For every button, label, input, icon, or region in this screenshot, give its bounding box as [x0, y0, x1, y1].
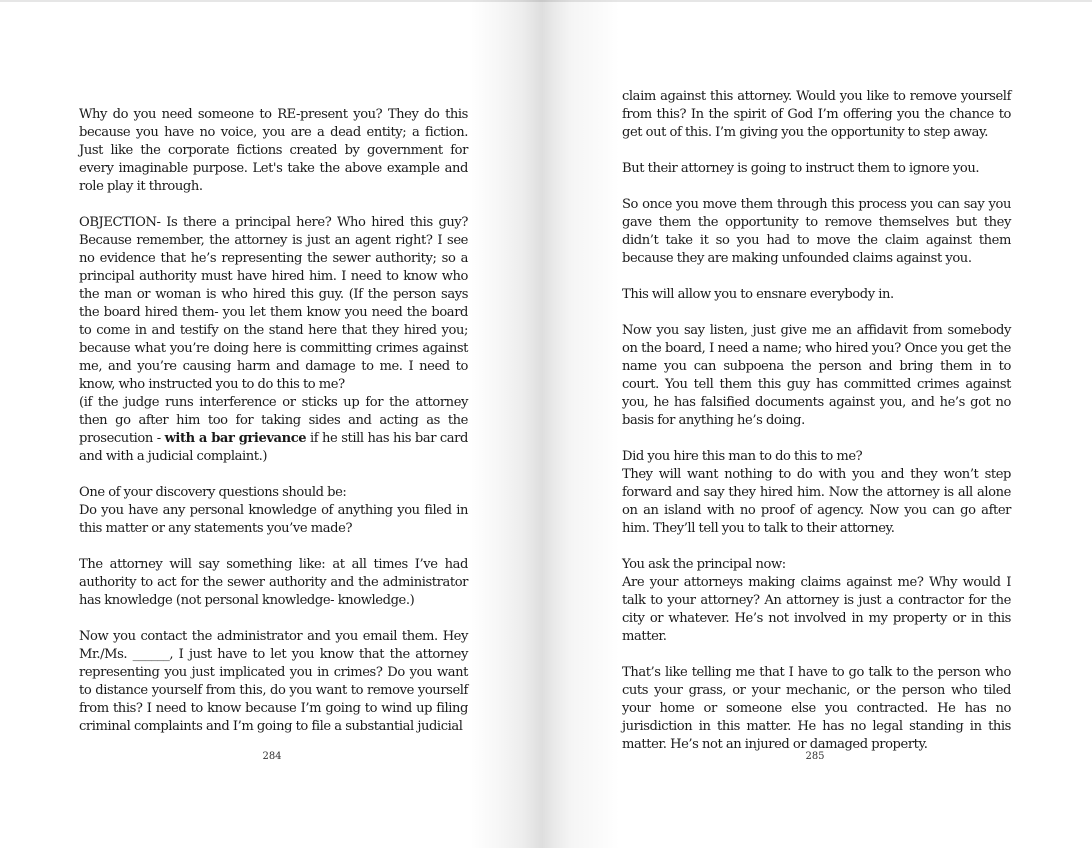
paragraph [79, 484, 468, 538]
paragraph-heading-line: One of your discovery questions should be: [79, 485, 347, 500]
paragraph: But their attorney is going to instruct them to ignore you. [622, 161, 980, 176]
paragraph-text: Are your attorneys making claims against me? Why would I talk to your attorney? An attorney is just a contractor for the city or whatever. He’s not involved in my property or in this matter. [622, 575, 1011, 644]
paragraph: claim against this attorney. Would you like to remove yourself from this? In the spirit of God I’m offering you the chance to get out of this. I’m giving you the opportunity to step away. [622, 89, 1011, 140]
paragraph: Why do you need someone to RE-present you? They do this because you have no voice, you are a dead entity; a fiction. Just like the corporate fictions created by government for every imaginable purpose. Let's take the above example and role play it through. [79, 107, 468, 194]
paragraph-text: if he still has his bar card and with a judicial complaint.) [79, 431, 468, 464]
paragraph-heading-line: You ask the principal now: [622, 557, 786, 572]
paragraph: So once you move them through this process you can say you gave them the opportunity to remove themselves but they didn’t take it so you had to move the claim against them because they are making unfounded claims against you. [622, 197, 1011, 266]
paragraph: Now you contact the administrator and you email them. Hey Mr./Ms. ______, I just have to let you know that the attorney representing you just implicated you in crimes? Do you want to distance yourself from this, do you want to remove yourself from this? I need to know because I’m going to wind up filing criminal complaints and I’m going to file a substantial judicial [79, 629, 468, 734]
paragraph [622, 556, 1011, 646]
paragraph: The attorney will say something like: at all times I’ve had authority to act for the sewer authority and the administrator has knowledge (not personal knowledge- knowledge.) [79, 557, 468, 608]
paragraph [622, 448, 1011, 538]
page-number: 285 [805, 751, 825, 762]
bold-phrase: with a bar grievance [164, 431, 307, 446]
paragraph-text: They will want nothing to do with you and they won’t step forward and say they hired him. Now the attorney is all alone on an island with no proof of agency. Now you can go after him. They’ll tell you to talk to their attorney. [622, 467, 1011, 536]
page-number: 284 [262, 751, 282, 762]
paragraph-text: Do you have any personal knowledge of anything you filed in this matter or any statements you’ve made? [79, 503, 468, 536]
left-page-text [79, 106, 468, 736]
paragraph-heading-line: Did you hire this man to do this to me? [622, 449, 863, 464]
right-page-text [622, 88, 1011, 754]
paragraph: Now you say listen, just give me an affidavit from somebody on the board, I need a name; who hired you? Once you get the name you can subpoena the person and bring them in to court. You tell them this guy has committed crimes against you, he has falsified documents against you, and he’s got no basis for anything he’s doing. [622, 323, 1011, 428]
paragraph: This will allow you to ensnare everybody in. [622, 287, 894, 302]
right-page [546, 0, 1092, 848]
paragraph [79, 394, 468, 466]
paragraph: That’s like telling me that I have to go talk to the person who cuts your grass, or your mechanic, or the person who tiled your home or someone else you contracted. He has no jurisdiction in this matter. He has no legal standing in this matter. He’s not an injured or damaged property. [622, 665, 1011, 752]
paragraph-text: (if the judge runs interference or sticks up for the attorney then go after him too for taking sides and acting as the prosecution - [79, 395, 468, 446]
paragraph: OBJECTION- Is there a principal here? Who hired this guy? Because remember, the attorney is just an agent right? I see no evidence that he’s representing the sewer authority; so a principal authority must have hired him. I need to know who the man or woman is who hired this guy. (If the person says the board hired them- you let them know you need the board to come in and testify on the stand here that they hired you; because what you’re doing here is committing crimes against me, and you’re causing harm and damage to me. I need to know, who instructed you to do this to me? [79, 215, 468, 392]
